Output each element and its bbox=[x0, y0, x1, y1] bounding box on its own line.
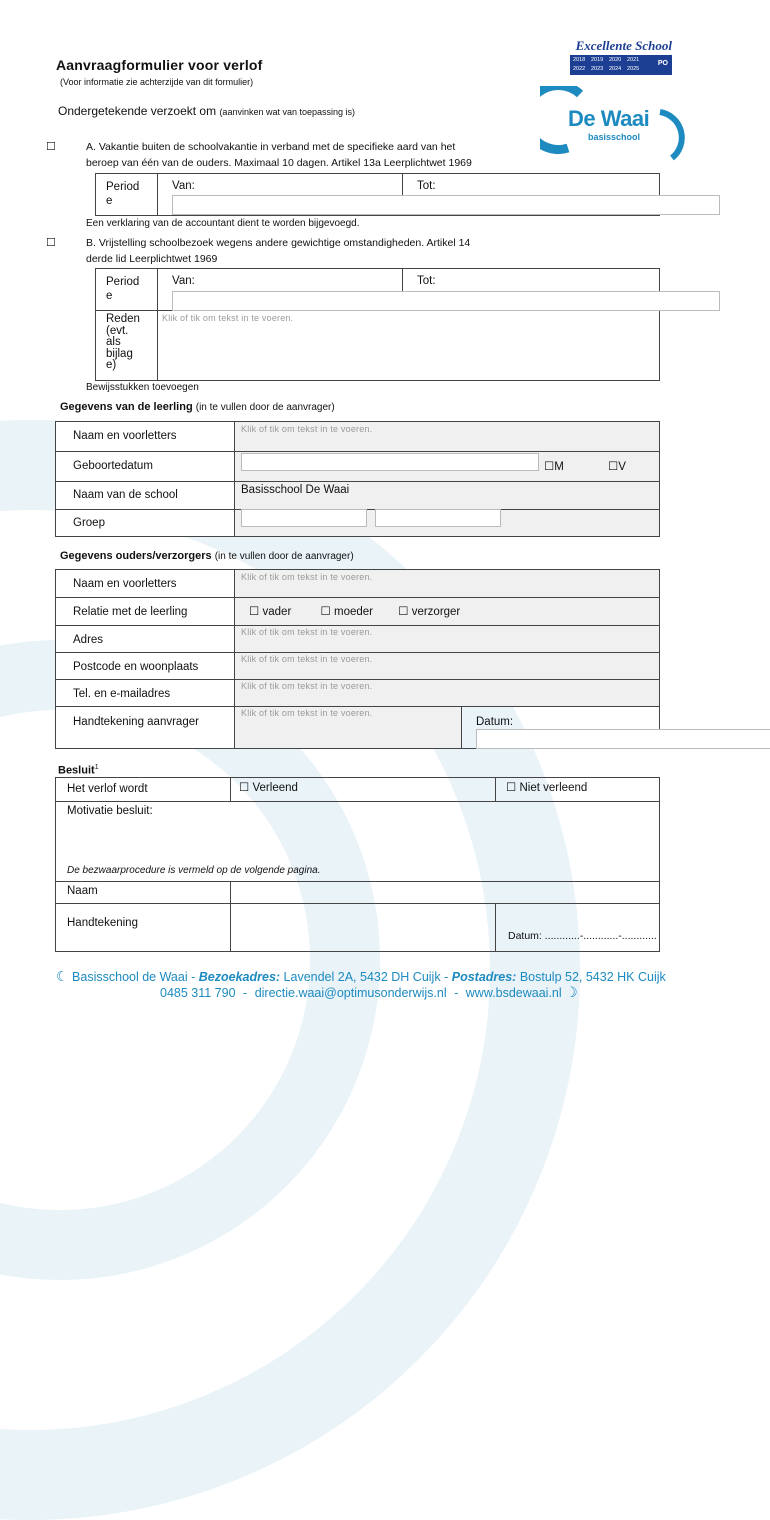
motivatie-label: Motivatie besluit: bbox=[67, 805, 153, 817]
footer-website[interactable]: www.bsdewaai.nl bbox=[465, 986, 562, 1000]
ouders-table bbox=[55, 569, 660, 749]
intro-note: (aanvinken wat van toepassing is) bbox=[219, 107, 356, 117]
relatie-verzorger-checkbox[interactable]: ☐ verzorger bbox=[398, 606, 461, 618]
ouders-heading-note: (in te vullen door de aanvrager) bbox=[214, 551, 354, 562]
leerling-heading-text: Gegevens van de leerling bbox=[60, 401, 193, 413]
badge-year: 2023 bbox=[591, 66, 604, 72]
adres-placeholder: Klik of tik om tekst in te voeren. bbox=[241, 627, 373, 637]
footer-line2 bbox=[160, 984, 578, 1001]
verlof-label: Het verlof wordt bbox=[56, 778, 231, 802]
ouder-naam-placeholder: Klik of tik om tekst in te voeren. bbox=[241, 572, 373, 582]
postcode-label: Postcode en woonplaats bbox=[56, 653, 235, 680]
geboortedatum-input[interactable] bbox=[241, 453, 539, 471]
van-label: Van: bbox=[172, 180, 195, 192]
badge-year: 2024 bbox=[609, 66, 622, 72]
footer-sep: - bbox=[454, 986, 459, 1000]
option-b-line2: derde lid Leerplichtwet 1969 bbox=[86, 253, 218, 265]
besluit-heading-text: Besluit bbox=[58, 764, 95, 777]
periode-label-line: Period bbox=[106, 276, 140, 288]
groep-input-2[interactable] bbox=[375, 509, 501, 527]
adres-label: Adres bbox=[56, 626, 235, 653]
gender-m-checkbox[interactable]: ☐M bbox=[544, 461, 564, 473]
form-title: Aanvraagformulier voor verlof bbox=[56, 57, 263, 73]
option-b-note: Bewijsstukken toevoegen bbox=[86, 382, 199, 393]
datum-input[interactable] bbox=[476, 729, 770, 749]
form-intro bbox=[58, 104, 355, 118]
footer-sep: - bbox=[191, 970, 196, 984]
periode-label-line: e bbox=[106, 195, 113, 207]
groep-input-1[interactable] bbox=[241, 509, 367, 527]
besluit-naam-label: Naam bbox=[56, 882, 231, 904]
naam-input[interactable] bbox=[235, 422, 660, 452]
relatie-moeder-checkbox[interactable]: ☐ moeder bbox=[320, 606, 373, 618]
badge-years bbox=[570, 55, 672, 75]
badge-level: PO bbox=[657, 60, 668, 67]
ouder-naam-label: Naam en voorletters bbox=[56, 570, 235, 598]
footer-phone: 0485 311 790 bbox=[160, 986, 236, 1000]
badge-year: 2022 bbox=[573, 66, 586, 72]
niet-verleend-checkbox[interactable]: ☐ Niet verleend bbox=[496, 778, 660, 802]
gender-v-checkbox[interactable]: ☐V bbox=[608, 461, 626, 473]
postcode-input[interactable] bbox=[235, 653, 660, 680]
footer-post-label: Postadres: bbox=[451, 970, 517, 984]
option-a-text bbox=[86, 139, 472, 171]
footer-bezoek-label: Bezoekadres: bbox=[198, 970, 281, 984]
reden-placeholder: Klik of tik om tekst in te voeren. bbox=[162, 313, 294, 323]
badge-year: 2020 bbox=[609, 57, 622, 63]
footer-sep: - bbox=[243, 986, 248, 1000]
footer-line1 bbox=[56, 968, 666, 985]
logo-sub: basisschool bbox=[588, 132, 641, 142]
reden-label bbox=[96, 311, 158, 381]
periode-label-line: e bbox=[106, 290, 113, 302]
option-a-line2: beroep van één van de ouders. Maximaal 10 dagen. Artikel 13a Leerplichtwet 1969 bbox=[86, 157, 472, 169]
tel-label: Tel. en e-mailadres bbox=[56, 680, 235, 707]
option-a-line1: A. Vakantie buiten de schoolvakantie in verband met de specifieke aard van het bbox=[86, 141, 456, 153]
besluit-handtekening-label: Handtekening bbox=[56, 904, 231, 952]
naam-placeholder: Klik of tik om tekst in te voeren. bbox=[241, 424, 373, 434]
datum-label: Datum: bbox=[476, 716, 514, 728]
intro-text: Ondergetekende verzoekt om bbox=[58, 104, 217, 118]
ouders-heading bbox=[60, 550, 354, 562]
reden-label-line: als bbox=[106, 336, 121, 348]
school-label: Naam van de school bbox=[56, 482, 235, 510]
footer-logo-icon: ☾ bbox=[56, 968, 69, 984]
footer-swoosh-icon: ☽ bbox=[565, 984, 578, 1000]
de-waai-logo bbox=[540, 86, 690, 166]
leerling-heading bbox=[60, 401, 335, 413]
reden-label-line: (evt. bbox=[106, 324, 129, 337]
relatie-vader-checkbox[interactable]: ☐ vader bbox=[249, 606, 292, 618]
reden-label-line: e) bbox=[106, 359, 117, 371]
geboortedatum-label: Geboortedatum bbox=[56, 452, 235, 482]
badge-year: 2019 bbox=[591, 57, 604, 63]
ouder-naam-input[interactable] bbox=[235, 570, 660, 598]
footer-school: Basisschool de Waai bbox=[72, 970, 188, 984]
option-a-date-input[interactable] bbox=[172, 195, 720, 215]
reden-label-line: bijlag bbox=[106, 347, 133, 360]
option-a-note: Een verklaring van de accountant dient te worden bijgevoegd. bbox=[86, 218, 360, 229]
besluit-datum: Datum: ............-............-............ bbox=[496, 904, 660, 952]
footer-email[interactable]: directie.waai@optimusonderwijs.nl bbox=[254, 986, 447, 1000]
adres-input[interactable] bbox=[235, 626, 660, 653]
option-b-checkbox[interactable]: ☐ bbox=[46, 237, 56, 249]
footer-post-value: Bostulp 52, 5432 HK Cuijk bbox=[519, 970, 666, 984]
badge-year: 2021 bbox=[627, 57, 640, 63]
periode-label bbox=[96, 174, 158, 216]
tel-input[interactable] bbox=[235, 680, 660, 707]
van-label: Van: bbox=[172, 275, 195, 287]
periode-label-line: Period bbox=[106, 181, 140, 193]
bezwaar-note: De bezwaarprocedure is vermeld op de volgende pagina. bbox=[67, 865, 321, 876]
badge-year: 2018 bbox=[573, 57, 586, 63]
badge-year: 2025 bbox=[627, 66, 640, 72]
reden-input[interactable] bbox=[158, 311, 660, 381]
logo-name: De Waai bbox=[568, 106, 650, 131]
tot-label: Tot: bbox=[417, 275, 436, 287]
handtekening-placeholder: Klik of tik om tekst in te voeren. bbox=[241, 708, 373, 718]
handtekening-aanvrager-label: Handtekening aanvrager bbox=[56, 707, 235, 749]
handtekening-aanvrager-input[interactable] bbox=[235, 707, 462, 749]
option-b-periode-table bbox=[95, 268, 660, 381]
reden-label-line: Reden bbox=[106, 313, 140, 325]
form-subtitle: (Voor informatie zie achterzijde van dit formulier) bbox=[60, 77, 254, 87]
option-b-line1: B. Vrijstelling schoolbezoek wegens andere gewichtige omstandigheden. Artikel 14 bbox=[86, 237, 471, 249]
periode-label bbox=[96, 269, 158, 311]
relatie-options bbox=[235, 598, 660, 626]
groep-label: Groep bbox=[56, 510, 235, 537]
footer-sep: - bbox=[444, 970, 449, 984]
besluit-table bbox=[55, 777, 660, 952]
ouders-heading-text: Gegevens ouders/verzorgers bbox=[60, 550, 212, 562]
besluit-handtekening-input[interactable] bbox=[231, 904, 496, 952]
school-value: Basisschool De Waai bbox=[235, 482, 660, 510]
tel-placeholder: Klik of tik om tekst in te voeren. bbox=[241, 681, 373, 691]
motivatie-cell[interactable] bbox=[56, 802, 660, 882]
badge-title: Excellente School bbox=[575, 38, 672, 53]
besluit-naam-input[interactable] bbox=[231, 882, 660, 904]
option-a-checkbox[interactable]: ☐ bbox=[46, 141, 56, 153]
besluit-heading bbox=[58, 764, 99, 777]
leerling-heading-note: (in te vullen door de aanvrager) bbox=[195, 402, 335, 413]
verleend-checkbox[interactable]: ☐ Verleend bbox=[231, 778, 496, 802]
option-b-date-input[interactable] bbox=[172, 291, 720, 311]
tot-label: Tot: bbox=[417, 180, 436, 192]
option-b-text bbox=[86, 235, 470, 267]
excellente-school-badge bbox=[570, 38, 672, 75]
postcode-placeholder: Klik of tik om tekst in te voeren. bbox=[241, 654, 373, 664]
besluit-footnote: 1 bbox=[94, 764, 99, 771]
relatie-label: Relatie met de leerling bbox=[56, 598, 235, 626]
footer-bezoek-value: Lavendel 2A, 5432 DH Cuijk bbox=[283, 970, 441, 984]
naam-label: Naam en voorletters bbox=[56, 422, 235, 452]
